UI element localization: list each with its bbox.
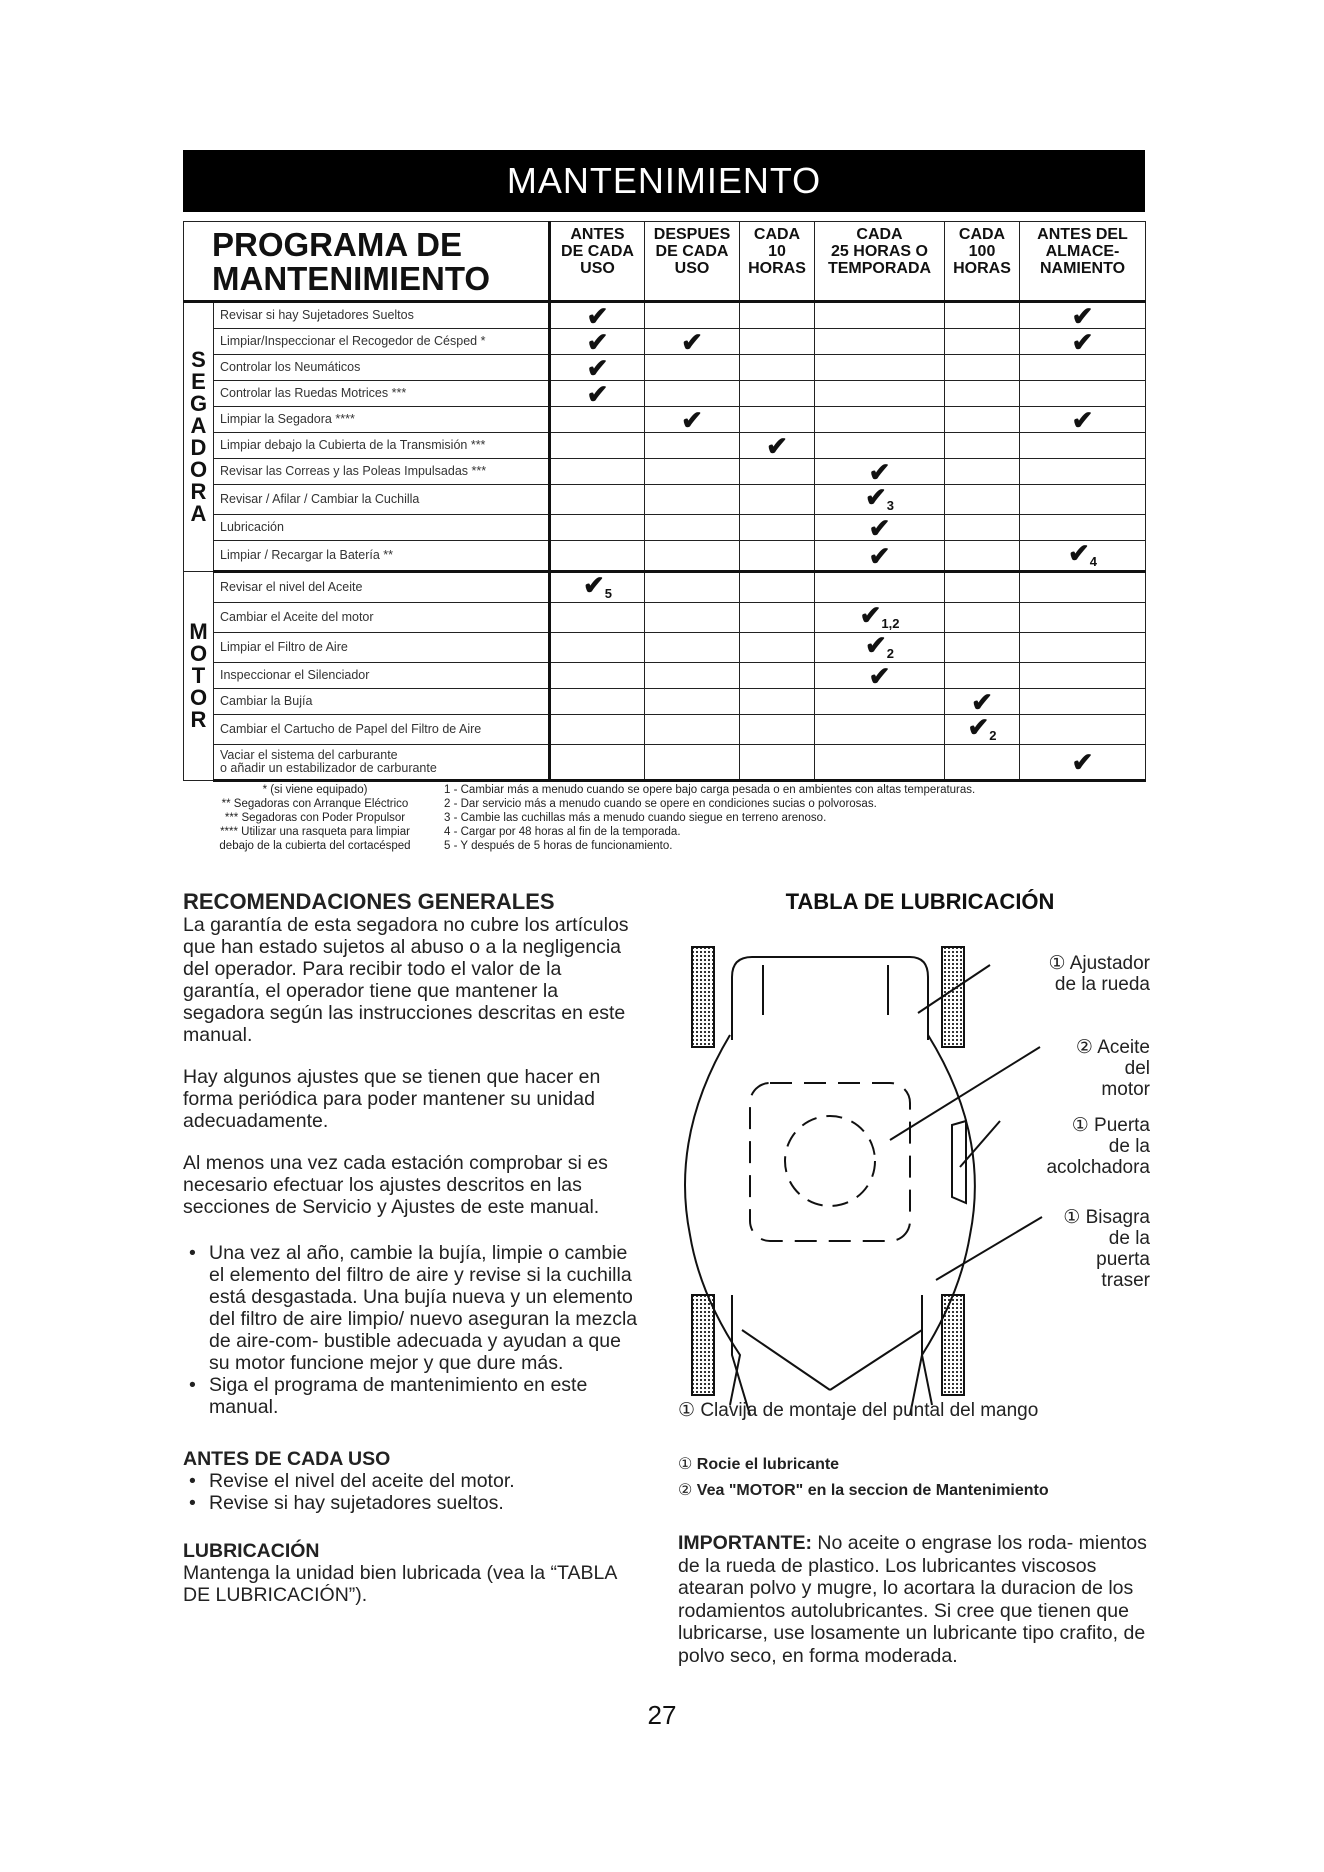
check-cell	[1020, 355, 1146, 381]
check-cell	[645, 485, 740, 515]
task-label: Inspeccionar el Silenciador	[214, 663, 550, 689]
check-cell	[945, 381, 1020, 407]
check-cell	[1020, 603, 1146, 633]
check-mark-icon: ✔	[586, 352, 609, 383]
check-cell	[645, 326, 740, 357]
check-cell	[945, 633, 1020, 663]
task-label: Revisar el nivel del Aceite	[214, 572, 550, 603]
check-cell	[740, 430, 815, 461]
check-cell	[815, 715, 945, 745]
check-mark-icon: ✔	[681, 326, 703, 357]
important-label: IMPORTANTE:	[678, 1532, 812, 1554]
check-cell	[645, 689, 740, 715]
check-mark-icon: ✔	[582, 570, 605, 600]
section-side-label: S E G A D O R A	[184, 302, 214, 572]
note-left: *** Segadoras con Poder Propulsor	[224, 812, 406, 824]
important-text: No aceite o engrase los roda- mientos de la rueda de plastico. Los lubricantes viscosos atearan polvo y mugre, lo acortara la duracion de los rodamientos autolubricantes. Si cree que tienen que lubricarse, use losamente un lubricante tipo crafito, de polvo seco, en forma moderada.	[678, 1532, 1147, 1667]
table-row	[184, 381, 1146, 407]
check-cell	[945, 485, 1020, 515]
check-mark-icon: ✔	[864, 630, 887, 660]
check-cell	[945, 603, 1020, 633]
check-cell	[645, 404, 740, 435]
check-cell	[740, 459, 815, 485]
check-cell	[645, 572, 740, 603]
list-item: • Siga el programa de mantenimiento en este manual.	[183, 1374, 643, 1418]
check-mark-icon: ✔	[1071, 300, 1094, 331]
list-item: • Revise el nivel del aceite del motor.	[183, 1470, 643, 1492]
check-cell	[815, 355, 945, 381]
check-mark-icon: ✔	[1071, 747, 1094, 777]
check-mark-icon: ✔	[1067, 538, 1090, 568]
check-cell	[945, 407, 1020, 433]
check-cell: $✔_5$	[550, 572, 645, 603]
check-mark-icon: ✔	[868, 540, 891, 571]
check-cell	[945, 355, 1020, 381]
table-row	[184, 603, 1146, 633]
task-label: Cambiar la Bujía	[214, 689, 550, 715]
table-row	[184, 515, 1146, 541]
check-cell	[815, 512, 945, 543]
check-cell: $✔_2$	[945, 715, 1020, 745]
check-cell	[645, 633, 740, 663]
important-note	[678, 1532, 1148, 1667]
label-handle-pin: ① Clavija de montaje del puntal del mango	[678, 1400, 1039, 1421]
mower-drawing	[660, 935, 1150, 1435]
label-wheel-adjuster: ① Ajustador de la rueda	[1048, 953, 1150, 995]
check-cell	[645, 745, 740, 781]
note-right: 3 - Cambie las cuchillas más a menudo cuando siegue en terreno arenoso.	[444, 812, 827, 824]
note-right: 1 - Cambiar más a menudo cuando se opere bajo carga pesada o en ambientes con altas temperaturas.	[444, 784, 976, 796]
task-label: Cambiar el Aceite del motor	[214, 603, 550, 633]
check-cell	[550, 541, 645, 572]
task-label: Limpiar debajo la Cubierta de la Transmisión ***	[214, 433, 550, 459]
check-mark-icon: ✔	[1071, 326, 1094, 357]
check-mark-icon: ✔	[681, 404, 703, 435]
table-row	[184, 689, 1146, 715]
check-cell: $✔_{1,2}$	[815, 603, 945, 633]
rear-right-wheel	[942, 1295, 964, 1395]
check-cell	[740, 485, 815, 515]
note-left: * (si viene equipado)	[262, 784, 368, 796]
check-cell	[740, 689, 815, 715]
check-cell	[945, 459, 1020, 485]
note-right: 4 - Cargar por 48 horas al fin de la temporada.	[444, 826, 681, 838]
check-cell	[815, 381, 945, 407]
check-cell	[645, 515, 740, 541]
check-cell	[1020, 715, 1146, 745]
task-label: Controlar los Neumáticos	[214, 355, 550, 381]
check-cell	[645, 663, 740, 689]
check-cell: $✔_2$	[815, 633, 945, 663]
check-cell	[815, 541, 945, 572]
check-cell	[815, 660, 945, 691]
note-right: 5 - Y después de 5 horas de funcionamiento.	[444, 840, 673, 852]
section-banner: MANTENIMIENTO	[183, 150, 1145, 212]
check-mark-icon: ✔	[967, 712, 990, 742]
check-cell	[740, 603, 815, 633]
check-cell	[550, 515, 645, 541]
task-label: Limpiar / Recargar la Batería **	[214, 541, 550, 572]
table-row	[184, 663, 1146, 689]
check-cell	[945, 302, 1020, 329]
paragraph: Mantenga la unidad bien lubricada (vea la “TABLA DE LUBRICACIÓN”).	[183, 1562, 617, 1606]
check-cell	[645, 381, 740, 407]
check-cell	[945, 433, 1020, 459]
schedule-title	[184, 222, 550, 302]
table-row	[184, 407, 1146, 433]
check-cell	[550, 715, 645, 745]
lubrication-chart-title: TABLA DE LUBRICACIÓN	[785, 889, 1055, 914]
check-cell	[645, 302, 740, 329]
check-cell	[550, 407, 645, 433]
check-cell	[550, 745, 645, 781]
table-row	[184, 633, 1146, 663]
col-header: CADA 10 HORAS	[740, 222, 815, 302]
check-cell	[550, 689, 645, 715]
bullet-list	[183, 1470, 643, 1514]
check-cell	[550, 459, 645, 485]
check-cell	[1020, 663, 1146, 689]
check-cell	[550, 378, 645, 409]
check-cell	[645, 541, 740, 572]
check-mark-icon: ✔	[868, 456, 891, 487]
check-cell	[645, 459, 740, 485]
check-cell	[945, 572, 1020, 603]
check-cell	[645, 603, 740, 633]
table-row	[184, 459, 1146, 485]
note-left: debajo de la cubierta del cortacésped	[219, 840, 411, 852]
check-cell	[740, 302, 815, 329]
check-cell	[740, 515, 815, 541]
note-left: **** Utilizar una rasqueta para limpiar	[220, 826, 410, 838]
check-cell	[740, 572, 815, 603]
check-mark-icon: ✔	[586, 300, 609, 331]
heading-before-use: ANTES DE CADA USO	[183, 1448, 391, 1470]
label-rear-door-hinge: ① Bisagra de la puerta traser	[1063, 1207, 1150, 1291]
check-cell	[550, 302, 645, 329]
check-cell: $✔_4$	[1020, 541, 1146, 572]
check-cell	[645, 355, 740, 381]
check-cell	[740, 663, 815, 689]
paragraph: Al menos una vez cada estación comprobar si es necesario efectuar los ajustes descritos en las secciones de Servicio y Ajustes de este manual.	[183, 1152, 608, 1218]
check-cell	[740, 329, 815, 355]
check-mark-icon: ✔	[868, 660, 891, 691]
check-mark-icon: ✔	[766, 430, 788, 461]
task-label: Limpiar/Inspeccionar el Recogedor de Césped *	[214, 329, 550, 355]
check-cell	[945, 663, 1020, 689]
check-cell	[645, 433, 740, 459]
check-mark-icon: ✔	[1071, 404, 1094, 435]
front-right-wheel	[942, 947, 964, 1047]
task-label: Limpiar la Segadora ****	[214, 407, 550, 433]
task-label: Controlar las Ruedas Motrices ***	[214, 381, 550, 407]
front-left-wheel	[692, 947, 714, 1047]
heading-general: RECOMENDACIONES GENERALES	[183, 889, 555, 914]
check-cell	[1020, 433, 1146, 459]
check-mark-icon: ✔	[868, 512, 891, 543]
check-mark-icon: ✔	[586, 326, 609, 357]
task-label: Revisar si hay Sujetadores Sueltos	[214, 302, 550, 329]
table-row	[184, 433, 1146, 459]
check-cell	[740, 633, 815, 663]
section-side-label: M O T O R	[184, 572, 214, 781]
list-item: • Revise si hay sujetadores sueltos.	[183, 1492, 643, 1514]
col-header: CADA 100 HORAS	[945, 222, 1020, 302]
check-cell	[1020, 572, 1146, 603]
label-mulch-door: ① Puerta de la acolchadora	[1046, 1115, 1150, 1178]
note-right: 2 - Dar servicio más a menudo cuando se opere en condiciones sucias o polvorosas.	[444, 798, 877, 810]
check-cell	[1020, 381, 1146, 407]
task-label: Cambiar el Cartucho de Papel del Filtro de Aire	[214, 715, 550, 745]
lubrication-legend	[678, 1452, 1049, 1504]
check-cell	[815, 302, 945, 329]
col-header: DESPUES DE CADA USO	[645, 222, 740, 302]
rear-left-wheel	[692, 1295, 714, 1395]
schedule-title-line2: MANTENIMIENTO	[212, 260, 491, 297]
check-cell	[740, 715, 815, 745]
check-cell	[550, 326, 645, 357]
check-cell	[815, 407, 945, 433]
schedule-title-line1: PROGRAMA DE	[212, 226, 462, 263]
check-mark-icon: ✔	[971, 686, 993, 717]
check-mark-icon: ✔	[864, 482, 887, 512]
check-cell	[740, 355, 815, 381]
check-cell	[1020, 404, 1146, 435]
table-row	[184, 572, 1146, 603]
table-row	[184, 541, 1146, 572]
maintenance-schedule-table	[183, 221, 1146, 782]
check-cell	[1020, 459, 1146, 485]
check-cell: $✔_3$	[815, 485, 945, 515]
table-row	[184, 329, 1146, 355]
task-label: Lubricación	[214, 515, 550, 541]
col-header: ANTES DEL ALMACE- NAMIENTO	[1020, 222, 1146, 302]
lubrication-diagram	[660, 935, 1150, 1435]
list-item: • Una vez al año, cambie la bujía, limpie o cambie el elemento del filtro de aire y revise si la cuchilla está desgastada. Una bujía nueva y un elemento del filtro de aire limpio/ nuevo aseguran la mezcla de aire-com- bustible adecuada y ayudan a que su motor funcione mejor y que dure más.	[183, 1242, 643, 1374]
legend-item: ② Vea "MOTOR" en la seccion de Mantenimiento	[678, 1482, 1049, 1499]
check-cell	[1020, 485, 1146, 515]
heading-lubrication: LUBRICACIÓN	[183, 1540, 320, 1562]
task-label: Revisar / Afilar / Cambiar la Cuchilla	[214, 485, 550, 515]
check-cell	[550, 433, 645, 459]
task-label: Vaciar el sistema del carburante o añadir un estabilizador de carburante	[214, 745, 550, 781]
check-cell	[1020, 633, 1146, 663]
table-row	[184, 745, 1146, 781]
bullet-list	[183, 1242, 643, 1418]
check-cell	[1020, 515, 1146, 541]
table-row	[184, 302, 1146, 329]
check-mark-icon: ✔	[859, 600, 882, 630]
legend-item: ① Rocie el lubricante	[678, 1456, 840, 1473]
table-row	[184, 715, 1146, 745]
table-row	[184, 485, 1146, 515]
paragraph: Hay algunos ajustes que se tienen que hacer en forma periódica para poder mantener su unidad adecuadamente.	[183, 1066, 601, 1132]
general-recommendations	[183, 890, 643, 1606]
check-cell	[945, 541, 1020, 572]
check-cell	[550, 633, 645, 663]
check-cell	[945, 329, 1020, 355]
check-cell	[945, 515, 1020, 541]
check-cell	[815, 689, 945, 715]
check-cell	[1020, 326, 1146, 357]
label-engine-oil: ② Aceite del motor	[1075, 1037, 1150, 1100]
check-cell	[945, 686, 1020, 717]
check-cell	[815, 572, 945, 603]
check-cell	[1020, 302, 1146, 329]
check-cell	[740, 381, 815, 407]
check-cell	[740, 745, 815, 781]
check-mark-icon: ✔	[586, 378, 609, 409]
task-label: Revisar las Correas y las Poleas Impulsadas ***	[214, 459, 550, 485]
paragraph: La garantía de esta segadora no cubre los artículos que han estado sujetos al abuso o a la negligencia del operador. Para recibir todo el valor de la garantía, el operador tiene que mantener la segadora según las instrucciones descritas en este manual.	[183, 914, 629, 1046]
check-cell	[815, 433, 945, 459]
check-cell	[550, 663, 645, 689]
page-number: 27	[647, 1700, 677, 1730]
check-cell	[815, 329, 945, 355]
col-header: CADA 25 HORAS O TEMPORADA	[815, 222, 945, 302]
check-cell	[815, 456, 945, 487]
check-cell	[1020, 745, 1146, 781]
check-cell	[550, 485, 645, 515]
check-cell	[740, 541, 815, 572]
check-cell	[1020, 689, 1146, 715]
col-header: ANTES DE CADA USO	[550, 222, 645, 302]
check-cell	[945, 745, 1020, 781]
check-cell	[550, 603, 645, 633]
note-left: ** Segadoras con Arranque Eléctrico	[221, 798, 409, 810]
check-cell	[815, 745, 945, 781]
check-cell	[740, 407, 815, 433]
table-row	[184, 355, 1146, 381]
check-cell	[550, 352, 645, 383]
check-cell	[645, 715, 740, 745]
task-label: Limpiar el Filtro de Aire	[214, 633, 550, 663]
